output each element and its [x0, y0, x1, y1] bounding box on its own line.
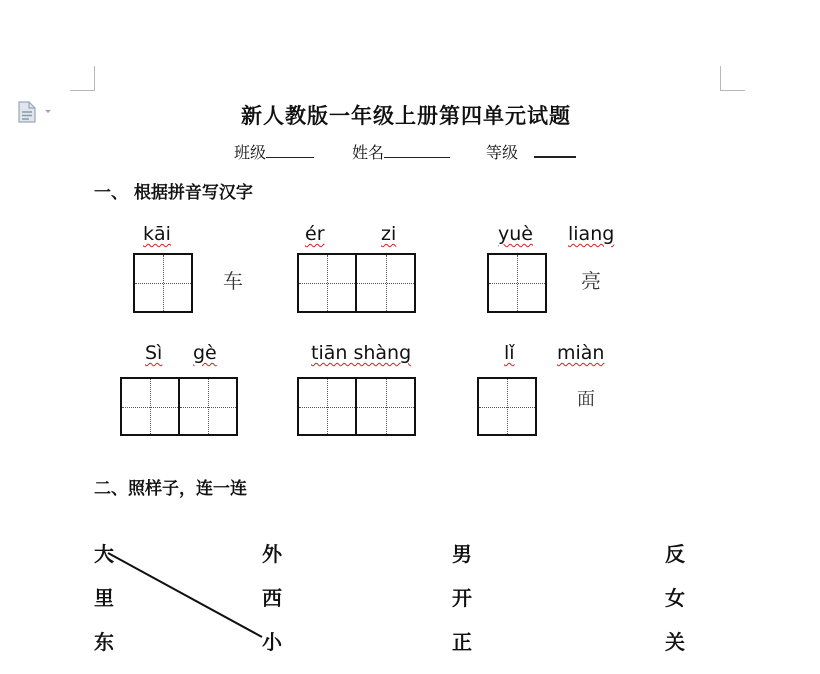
pinyin-liang: liang	[568, 223, 615, 245]
grade-label: 等级	[486, 143, 519, 162]
given-character-mian: 面	[577, 389, 595, 410]
match-item[interactable]: 反	[665, 542, 685, 566]
match-item[interactable]: 西	[262, 586, 282, 610]
pinyin-er: ér	[305, 223, 325, 245]
pinyin-ge: gè	[193, 342, 217, 364]
given-character-liang: 亮	[581, 269, 601, 293]
match-item[interactable]: 男	[452, 542, 472, 566]
match-item[interactable]: 女	[665, 586, 685, 610]
match-item[interactable]: 小	[262, 630, 282, 654]
class-label: 班级	[234, 143, 267, 162]
pinyin-yue: yuè	[498, 223, 533, 245]
section-1-heading: 一、 根据拼音写汉字	[94, 183, 253, 203]
pinyin-kai: kāi	[143, 223, 171, 245]
match-item[interactable]: 开	[452, 586, 472, 610]
pinyin-si: Sì	[145, 342, 163, 364]
match-item[interactable]: 外	[262, 542, 282, 566]
match-item[interactable]: 关	[665, 630, 685, 654]
page-title: 新人教版一年级上册第四单元试题	[241, 104, 571, 128]
name-label: 姓名	[352, 143, 385, 162]
pinyin-tianshang: tiān shàng	[311, 342, 412, 364]
pinyin-zi: zi	[381, 223, 397, 245]
pinyin-mian: miàn	[557, 342, 605, 364]
given-character-che: 车	[223, 269, 243, 293]
match-item[interactable]: 东	[94, 630, 114, 654]
pinyin-li: lǐ	[504, 342, 515, 364]
match-item[interactable]: 大	[94, 542, 114, 566]
section-2-heading: 二、照样子，连一连	[94, 479, 247, 499]
match-item[interactable]: 里	[94, 586, 114, 610]
match-item[interactable]: 正	[452, 630, 472, 654]
